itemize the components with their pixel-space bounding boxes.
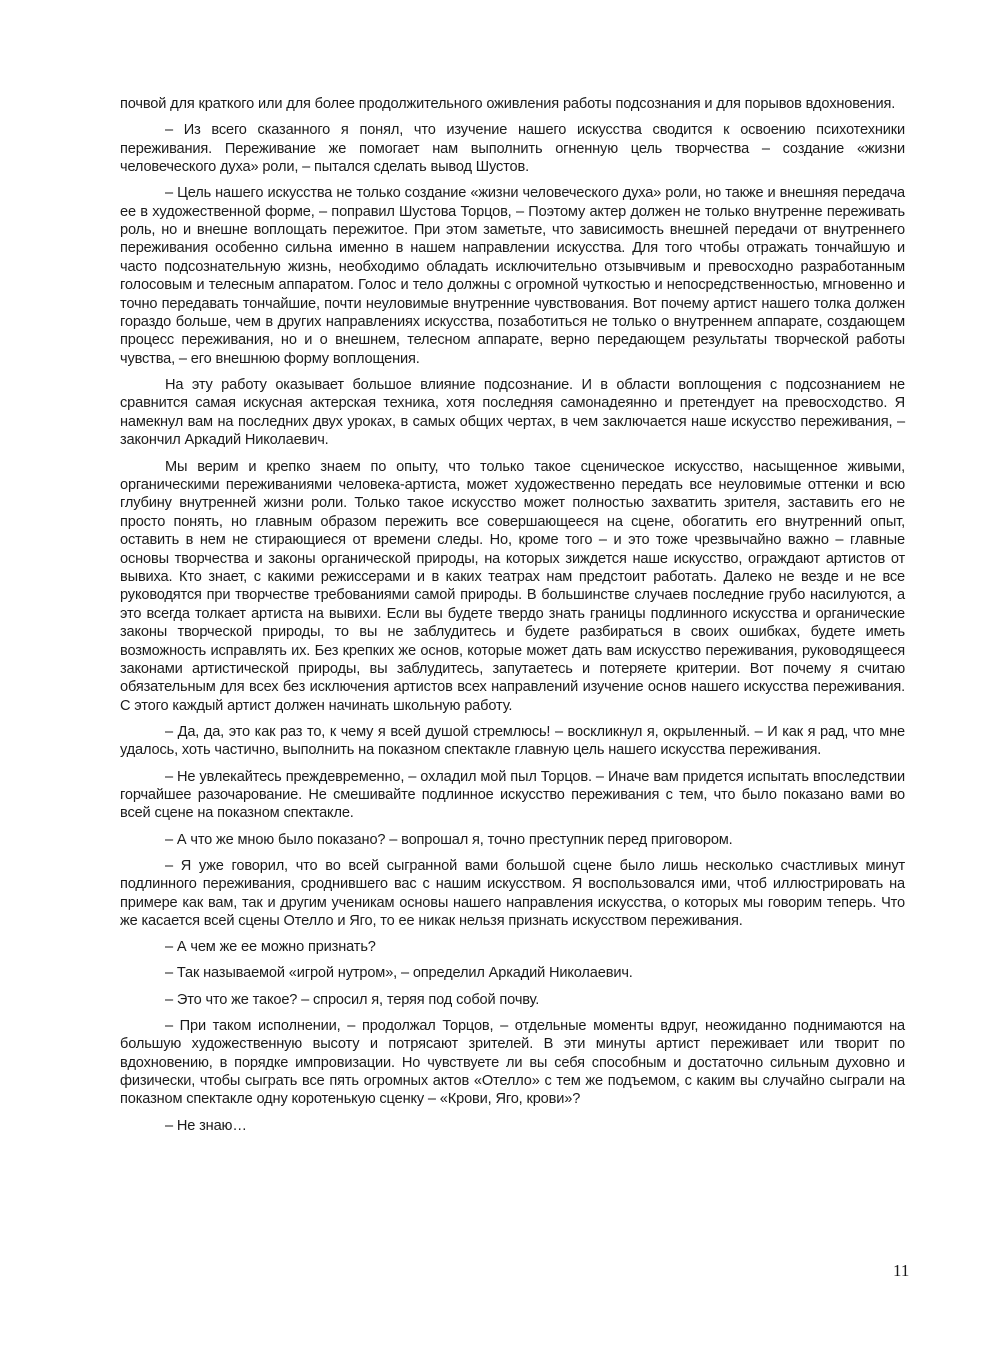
paragraph-what-is-it: – Это что же такое? – спросил я, теряя под собой почву. (165, 991, 540, 1008)
paragraph-tortsov-correction: – Цель нашего искусства не только создание «жизни человеческого духа» роли, но также и внешняя передача ее в художественной форме, – поправил Шустова Торцов, – Поэтому актер должен не только внутренне переживать роль, но и внешне воплощать пережитое. При этом заметьте, что зависимость внешней передачи от внутреннего переживания особенно сильна именно в нашем направлении искусства. Для того чтобы отражать тончайшую и часто подсознательную жизнь, необходимо обладать исключительно отзывчивым и превосходно разработанным голосовым и телесным аппаратом. Голос и тело должны с огромной чуткостью и непосредственностью, мгновенно и точно передавать тончайшие, почти неуловимые внутренние чувствования. Вот почему артист нашего толка должен гораздо больше, чем в других направлениях искусства, позаботиться не только о внутреннем аппарате, создающем процесс переживания, но и о внешнем, телесном аппарате, верно передающем результаты творческой работы чувства, – его внешнюю форму воплощения. (120, 185, 905, 367)
paragraph-dont-get-carried-away: – Не увлекайтесь преждевременно, – охладил мой пыл Торцов. – Иначе вам придется испытать впоследствии горчайшее разочарование. Не смешивайте подлинное искусство переживания с тем, что было показано вами во всей сцене на показном спектакле. (120, 768, 905, 822)
paragraph-subconscious: На эту работу оказывает большое влияние подсознание. И в области воплощения с подсознанием не сравнится самая искусная актерская техника, хотя последняя самонадеянно и претендует на превосходство. Я намекнул вам на последних двух уроках, в самых общих чертах, в чем заключается наше искусство переживания, – закончил Аркадий Николаевич. (120, 377, 905, 449)
paragraph-so-called: – Так называемой «игрой нутром», – определил Аркадий Николаевич. (165, 965, 633, 982)
paragraph-continuation: почвой для краткого или для более продолжительного оживления работы подсознания и для порывов вдохновения. (120, 96, 896, 112)
paragraph-yes-yes: – Да, да, это как раз то, к чему я всей душой стремлюсь! – воскликнул я, окрыленный. – И как я рад, что мне удалось, хоть частично, выполнить на показном спектакле главную цель нашего искусства переживания. (120, 723, 905, 759)
paragraph-such-performance: – При таком исполнении, – продолжал Торцов, – отдельные моменты вдруг, неожиданно поднимаются на большую художественную высоту и потрясают зрителей. В эти минуты артист переживает или творит по вдохновению, в порядке импровизации. Но чувствуете ли вы себя способным и достаточно сильным духовно и физически, чтобы сыграть все пять огромных актов «Отелло» с тем же подъемом, с каким вы случайно сыграли на показном спектакле одну коротенькую сценку – «Крови, Яго, крови»? (120, 1017, 905, 1108)
paragraph-what-was-shown: – А что же мною было показано? – вопрошал я, точно преступник перед приговором. (165, 831, 733, 848)
paragraph-already-said: – Я уже говорил, что во всей сыгранной вами большой сцене было лишь несколько счастливых минут подлинного переживания, сроднившего вас с нашим искусством. Я воспользовался ими, чтоб иллюстрировать на примере как вам, так и другим ученикам основы нашего направления искусства, о которых мы говорим теперь. Что же касается всей сцены Отелло и Яго, то ее никак нельзя признать искусством переживания. (120, 857, 905, 930)
paragraph-dont-know: – Не знаю… (165, 1117, 247, 1134)
paragraph-what-then: – А чем же ее можно признать? (165, 939, 376, 956)
paragraph-we-believe: Мы верим и крепко знаем по опыту, что только такое сценическое искусство, насыщенное живыми, органическими переживаниями человека-артиста, может художественно передать все неуловимые оттенки и всю глубину внутренней жизни роли. Только такое искусство может полностью захватить зрителя, заставить его не просто понять, но главным образом пережить все совершающееся на сцене, обогатить его внутренний опыт, оставить в нем не стирающиеся от времени следы. Но, кроме того – и это тоже чрезвычайно важно – главные основы творчества и законы органической природы, на которых зиждется наше искусство, ограждают артистов от вывиха. Кто знает, с какими режиссерами и в каких театрах нам предстоит работать. Далеко не везде и не все руководятся при творчестве требованиями самой природы. В большинстве случаев последние грубо насилуются, а это всегда толкает артиста на вывихи. Если вы будете твердо знать границы подлинного искусства и органические законы творческой природы, то вы не заблудитесь и будете разбираться в своих ошибках, будете иметь возможность исправлять их. Без крепких же основ, которые может дать вам искусство переживания, руководящееся законами артистической природы, вы заблудитесь, запутаетесь и потеряете критерии. Вот почему я считаю обязательным для всех без исключения артистов всех направлений изучение основ нашего искусства переживания. С этого каждый артист должен начинать школьную работу. (120, 458, 905, 714)
paragraph-shustov-conclusion: – Из всего сказанного я понял, что изучение нашего искусства сводится к освоению психотехники переживания. Переживание же помогает нам выполнить огненную цель творчества – создание «жизни человеческого духа» роли, – пытался сделать вывод Шустов. (120, 122, 905, 176)
document-page (120, 95, 905, 1143)
page-number: 11 (893, 1261, 910, 1280)
